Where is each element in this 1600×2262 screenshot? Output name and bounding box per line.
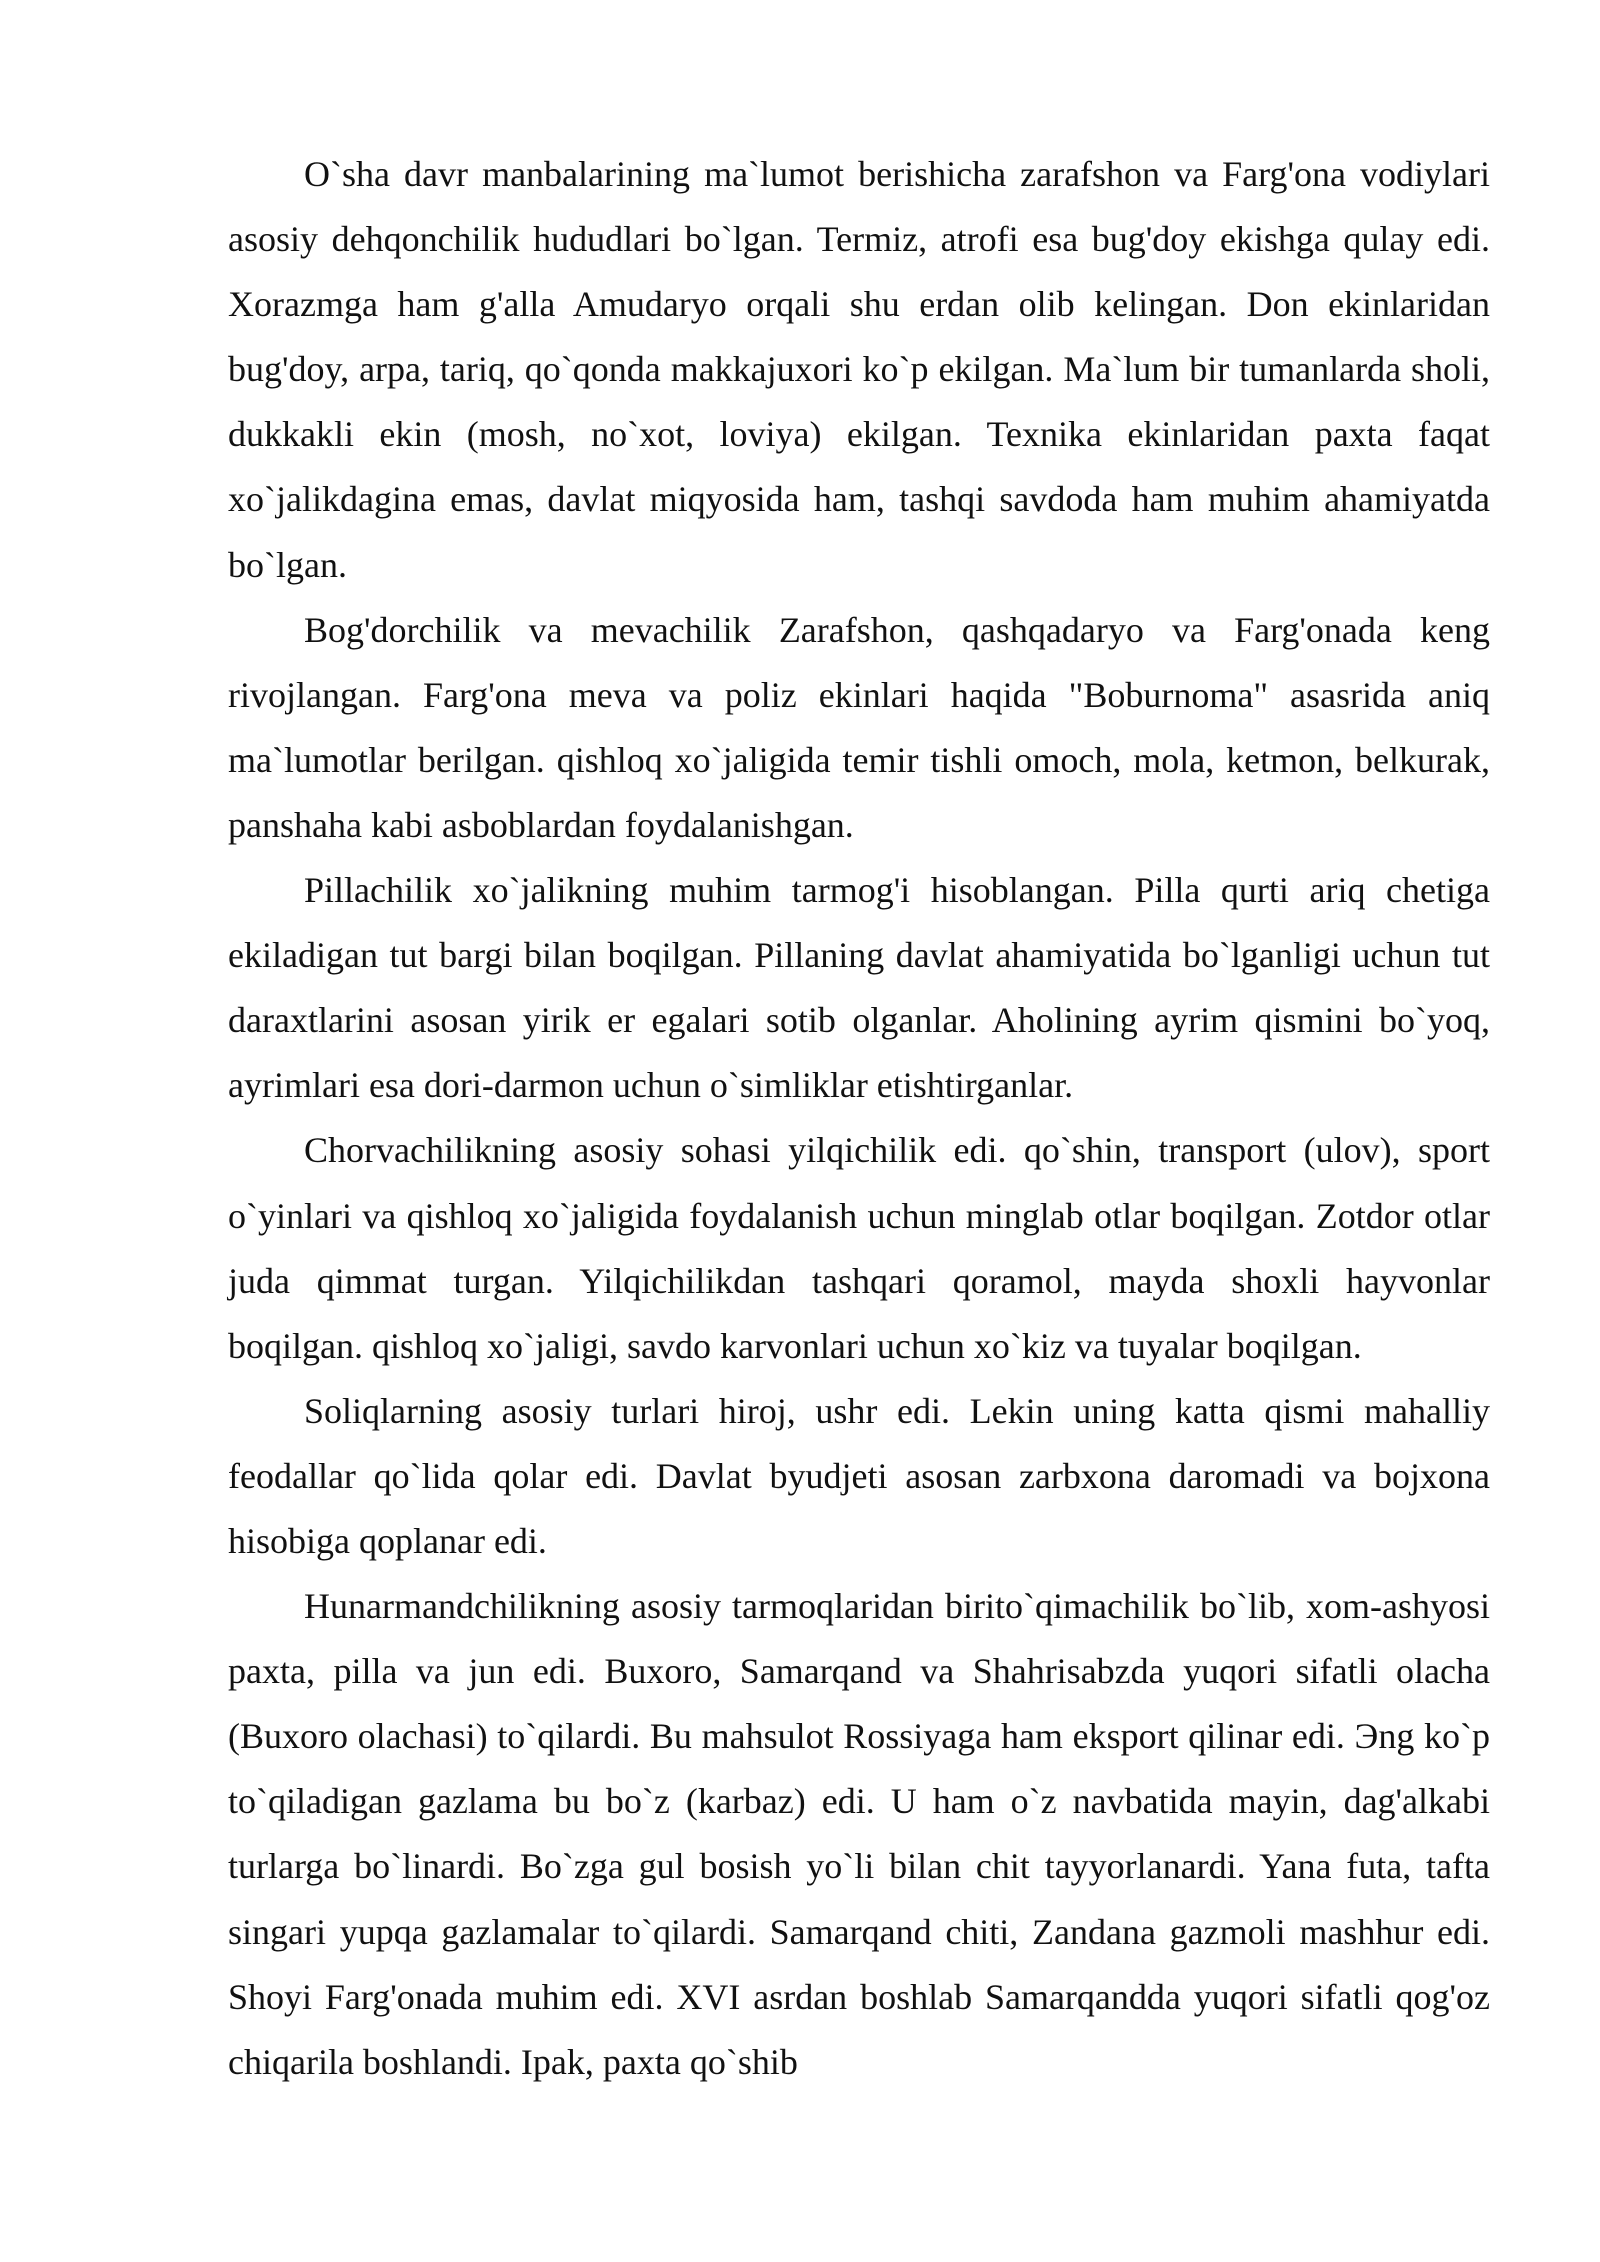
paragraph-taxes: Soliqlarning asosiy turlari hiroj, ushr edi. Lekin uning katta qismi mahalliy feodallar qo`lida qolar edi. Davlat byudjeti asosan zarbxona daromadi va bojxona hisobiga qoplanar edi. — [228, 1390, 1490, 1561]
paragraph-livestock: Chorvachilikning asosiy sohasi yilqichilik edi. qo`shin, transport (ulov), sport o`yinlari va qishloq xo`jaligida foydalanish uchun minglab otlar boqilgan. Zotdor otlar juda qimmat turgan. Yilqichilikdan tashqari qoramol, mayda shoxli hayvonlar boqilgan. qishloq xo`jaligi, savdo karvonlari uchun xo`kiz va tuyalar boqilgan. — [228, 1130, 1490, 1366]
paragraph-horticulture: Bog'dorchilik va mevachilik Zarafshon, qashqadaryo va Farg'onada keng rivojlangan. Farg'ona meva va poliz ekinlari haqida "Boburnoma" asasrida aniq ma`lumotlar berilgan. qishloq xo`jaligida temir tishli omoch, mola, ketmon, belkurak, panshaha kabi asboblardan foydalanishgan. — [228, 609, 1490, 845]
paragraph-agriculture-regions: O`sha davr manbalarining ma`lumot berishicha zarafshon va Farg'ona vodiylari asosiy dehqonchilik hududlari bo`lgan. Termiz, atrofi esa bug'doy ekishga qulay edi. Xorazmga ham g'alla Amudaryo orqali shu erdan olib kelingan. Don ekinlaridan bug'doy, arpa, tariq, qo`qonda makkajuxori ko`p ekilgan. Ma`lum bir tumanlarda sholi, dukkakli ekin (mosh, no`xot, loviya) ekilgan. Texnika ekinlaridan paxta faqat xo`jalikdagina emas, davlat miqyosida ham, tashqi savdoda ham muhim ahamiyatda bo`lgan. — [228, 154, 1490, 585]
document-body — [228, 142, 1490, 2095]
paragraph-sericulture: Pillachilik xo`jalikning muhim tarmog'i hisoblangan. Pilla qurti ariq chetiga ekiladigan tut bargi bilan boqilgan. Pillaning davlat ahamiyatida bo`lganligi uchun tut daraxtlarini asosan yirik er egalari sotib olganlar. Aholining ayrim qismini bo`yoq, ayrimlari esa dori-darmon uchun o`simliklar etishtirganlar. — [228, 870, 1490, 1106]
paragraph-crafts: Hunarmandchilikning asosiy tarmoqlaridan birito`qimachilik bo`lib, xom-ashyosi paxta, pilla va jun edi. Buxoro, Samarqand va Shahrisabzda yuqori sifatli olacha (Buxoro olachasi) to`qilardi. Bu mahsulot Rossiyaga ham eksport qilinar edi. Эng ko`p to`qiladigan gazlama bu bo`z (karbaz) edi. U ham o`z navbatida mayin, dag'alkabi turlarga bo`linardi. Bo`zga gul bosish yo`li bilan chit tayyorlanardi. Yana futa, tafta singari yupqa gazlamalar to`qilardi. Samarqand chiti, Zandana gazmoli mashhur edi. Shoyi Farg'onada muhim edi. XVI asrdan boshlab Samarqandda yuqori sifatli qog'oz chiqarila boshlandi. Ipak, paxta qo`shib — [228, 1586, 1490, 2082]
